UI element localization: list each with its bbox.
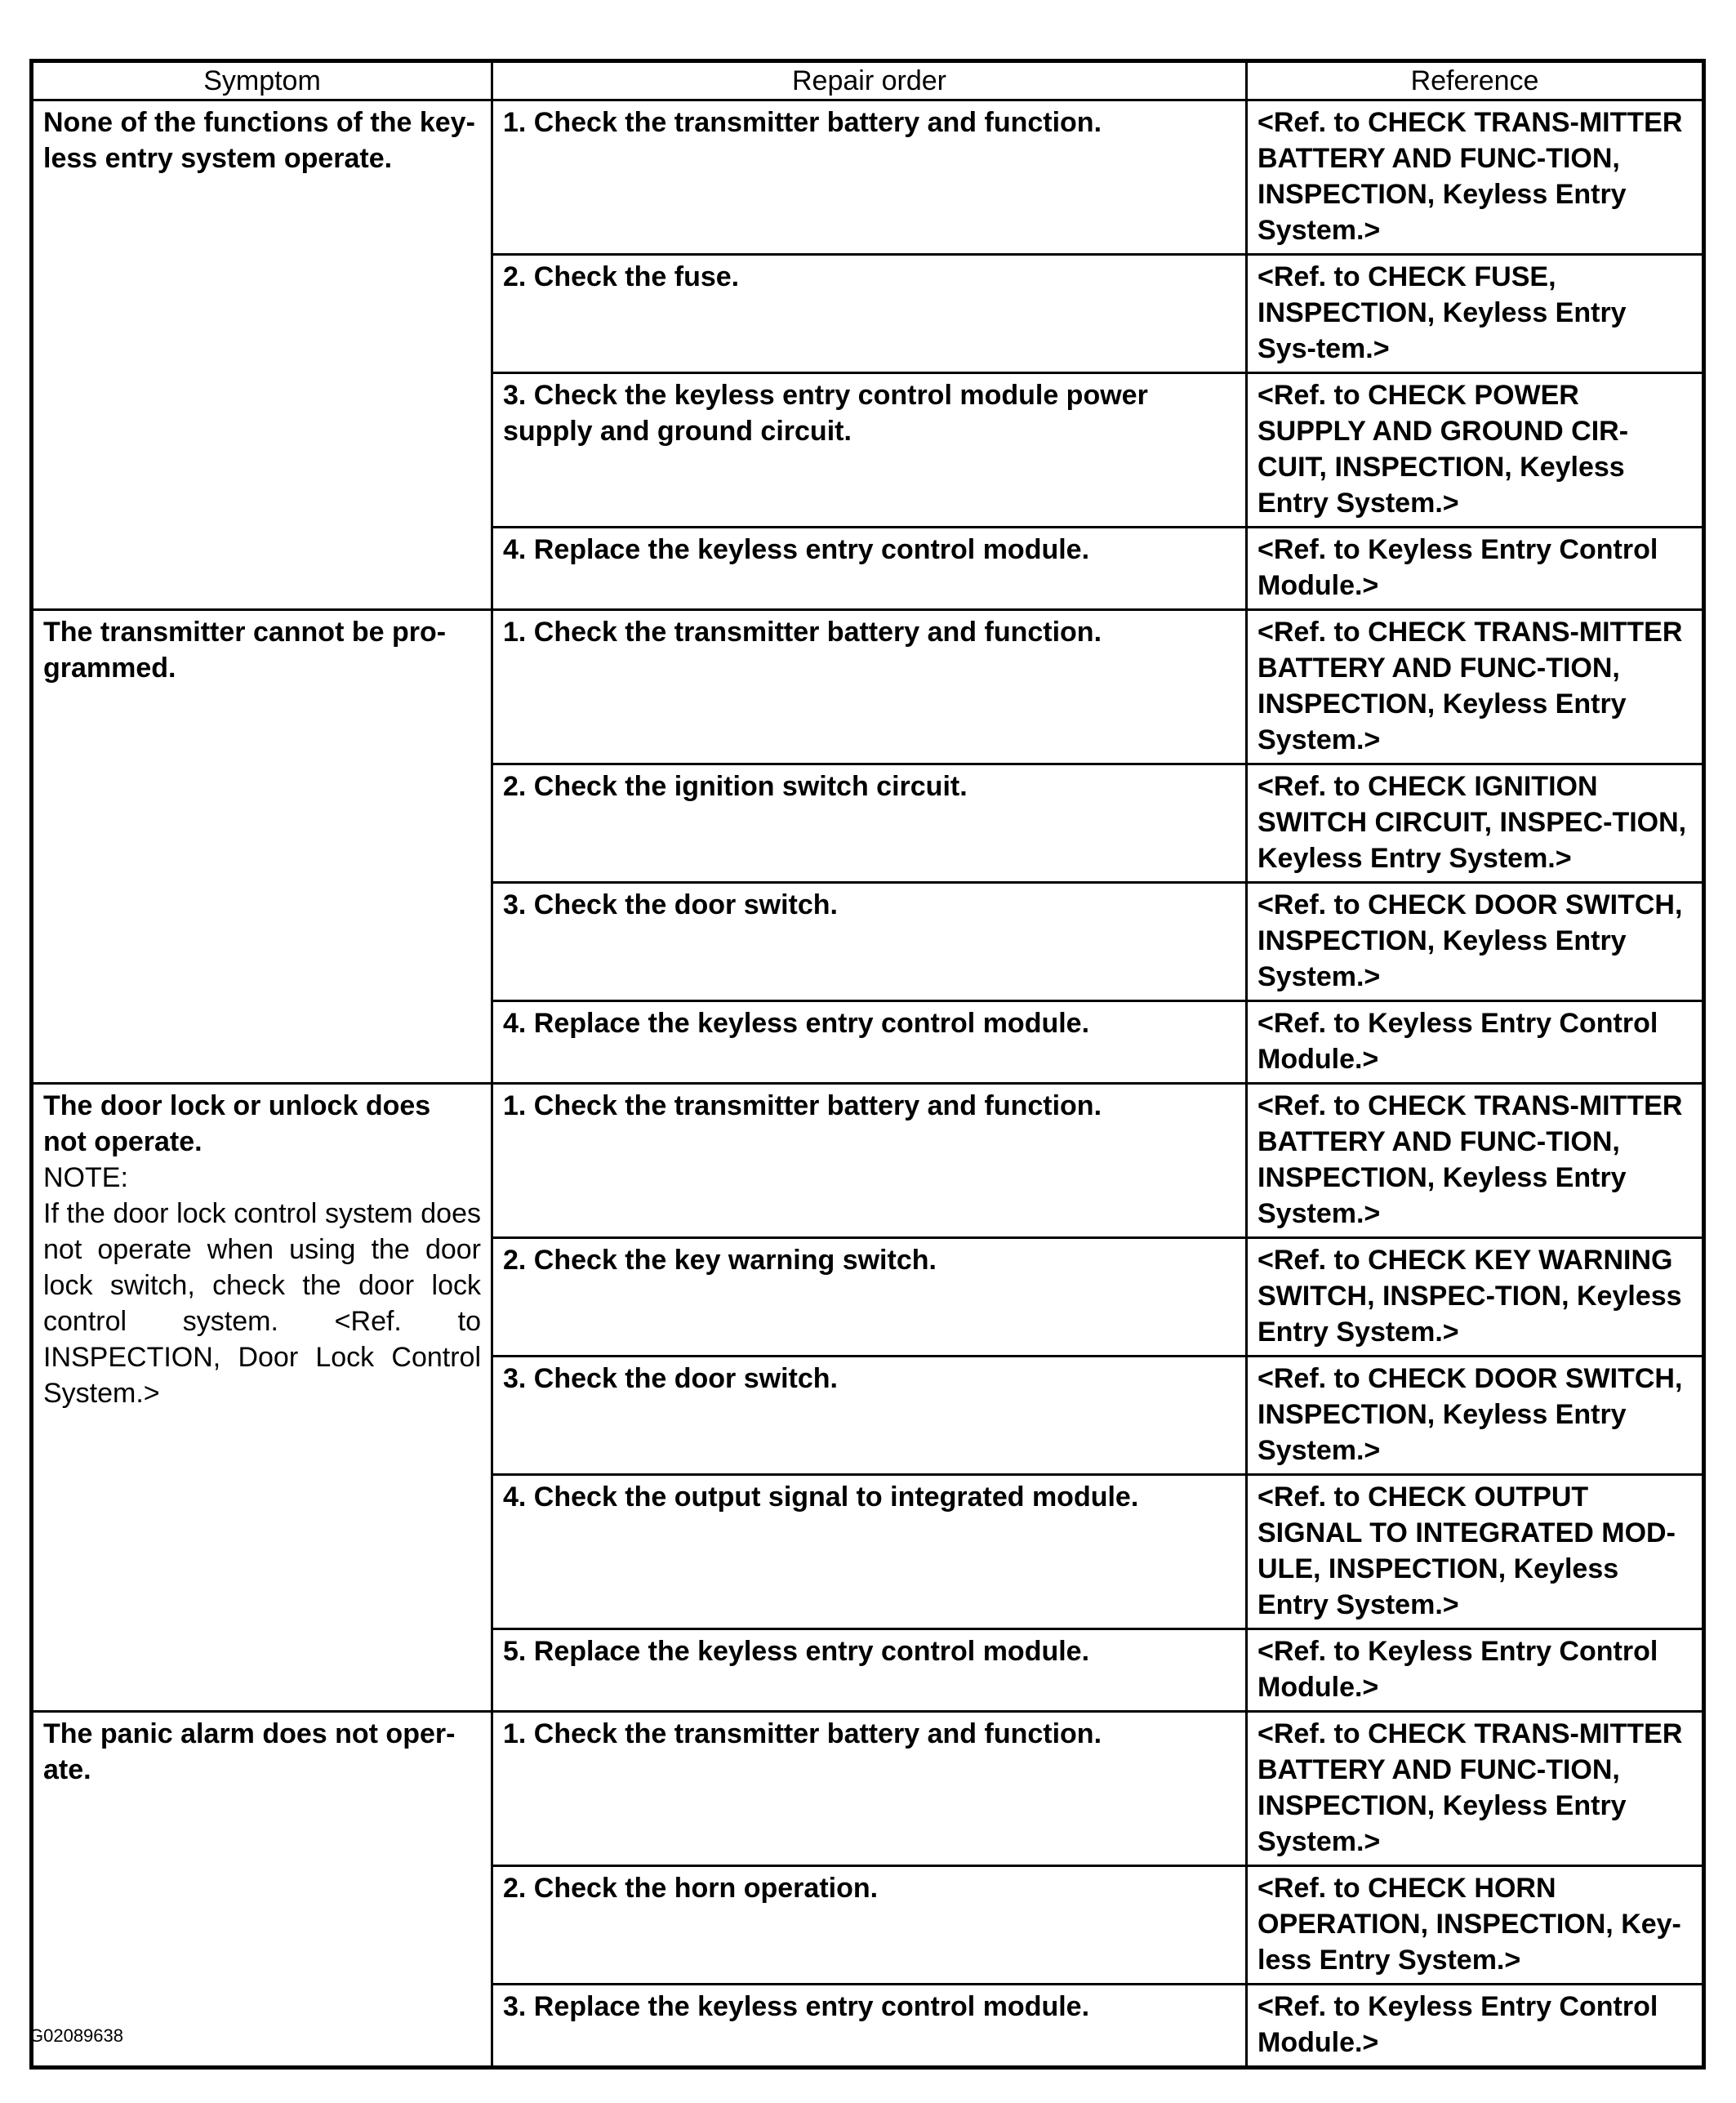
reference-cell: <Ref. to Keyless Entry Control Module.>: [1247, 1985, 1704, 2068]
repair-step-cell: 1. Check the transmitter battery and function.: [492, 100, 1247, 255]
table-header: [32, 61, 1704, 100]
note-label: NOTE:: [43, 1162, 128, 1193]
diagnostic-document: [29, 59, 1702, 2070]
symptom-cell: [32, 1712, 492, 2068]
reference-cell: <Ref. to Keyless Entry Control Module.>: [1247, 1629, 1704, 1712]
symptom-cell: [32, 1084, 492, 1712]
repair-step-cell: 3. Check the door switch.: [492, 883, 1247, 1001]
header-repair-order: Repair order: [492, 61, 1247, 100]
symptom-text: The transmitter cannot be pro-grammed.: [43, 617, 447, 684]
repair-step-cell: 4. Replace the keyless entry control module.: [492, 1001, 1247, 1084]
reference-cell: <Ref. to CHECK TRANS-MITTER BATTERY AND FUNC-TION, INSPECTION, Keyless Entry System.>: [1247, 610, 1704, 764]
table-row: [32, 610, 1704, 764]
repair-step-cell: 4. Replace the keyless entry control module.: [492, 528, 1247, 610]
symptom-text: The panic alarm does not oper-ate.: [43, 1718, 456, 1785]
repair-step-cell: 2. Check the key warning switch.: [492, 1238, 1247, 1357]
header-row: [32, 61, 1704, 100]
reference-cell: <Ref. to CHECK POWER SUPPLY AND GROUND CIR-CUIT, INSPECTION, Keyless Entry System.>: [1247, 373, 1704, 528]
table-row: [32, 1712, 1704, 1866]
table-row: [32, 100, 1704, 255]
repair-step-cell: 2. Check the horn operation.: [492, 1866, 1247, 1985]
reference-cell: <Ref. to Keyless Entry Control Module.>: [1247, 1001, 1704, 1084]
repair-step-cell: 3. Check the door switch.: [492, 1357, 1247, 1475]
repair-step-cell: 1. Check the transmitter battery and function.: [492, 1712, 1247, 1866]
note-text: If the door lock control system does not operate when using the door lock switch, check the door lock control system. <Ref. to INSPECTION, Door Lock Control System.>: [43, 1198, 481, 1409]
reference-cell: <Ref. to Keyless Entry Control Module.>: [1247, 528, 1704, 610]
repair-step-cell: 3. Replace the keyless entry control module.: [492, 1985, 1247, 2068]
header-reference: Reference: [1247, 61, 1704, 100]
repair-step-cell: 4. Check the output signal to integrated module.: [492, 1475, 1247, 1629]
reference-cell: <Ref. to CHECK HORN OPERATION, INSPECTION, Key-less Entry System.>: [1247, 1866, 1704, 1985]
symptom-cell: [32, 100, 492, 610]
symptom-text: The door lock or unlock does not operate.: [43, 1090, 431, 1157]
table-body: [32, 100, 1704, 2068]
reference-cell: <Ref. to CHECK DOOR SWITCH, INSPECTION, Keyless Entry System.>: [1247, 1357, 1704, 1475]
symptom-text: None of the functions of the key-less entry system operate.: [43, 107, 475, 174]
symptom-repair-table: [29, 59, 1706, 2070]
repair-step-cell: 5. Replace the keyless entry control module.: [492, 1629, 1247, 1712]
reference-cell: <Ref. to CHECK FUSE, INSPECTION, Keyless Entry Sys-tem.>: [1247, 255, 1704, 373]
reference-cell: <Ref. to CHECK TRANS-MITTER BATTERY AND FUNC-TION, INSPECTION, Keyless Entry System.>: [1247, 1712, 1704, 1866]
header-symptom: Symptom: [32, 61, 492, 100]
reference-cell: <Ref. to CHECK KEY WARNING SWITCH, INSPEC-TION, Keyless Entry System.>: [1247, 1238, 1704, 1357]
reference-cell: <Ref. to CHECK OUTPUT SIGNAL TO INTEGRATED MOD-ULE, INSPECTION, Keyless Entry System.>: [1247, 1475, 1704, 1629]
reference-cell: <Ref. to CHECK TRANS-MITTER BATTERY AND FUNC-TION, INSPECTION, Keyless Entry System.>: [1247, 100, 1704, 255]
repair-step-cell: 1. Check the transmitter battery and function.: [492, 610, 1247, 764]
reference-cell: <Ref. to CHECK TRANS-MITTER BATTERY AND FUNC-TION, INSPECTION, Keyless Entry System.>: [1247, 1084, 1704, 1238]
figure-code: G02089638: [29, 2025, 123, 2046]
repair-step-cell: 2. Check the fuse.: [492, 255, 1247, 373]
reference-cell: <Ref. to CHECK IGNITION SWITCH CIRCUIT, INSPEC-TION, Keyless Entry System.>: [1247, 764, 1704, 883]
symptom-cell: [32, 610, 492, 1084]
repair-step-cell: 1. Check the transmitter battery and function.: [492, 1084, 1247, 1238]
repair-step-cell: 3. Check the keyless entry control module power supply and ground circuit.: [492, 373, 1247, 528]
reference-cell: <Ref. to CHECK DOOR SWITCH, INSPECTION, Keyless Entry System.>: [1247, 883, 1704, 1001]
repair-step-cell: 2. Check the ignition switch circuit.: [492, 764, 1247, 883]
table-row: [32, 1084, 1704, 1238]
